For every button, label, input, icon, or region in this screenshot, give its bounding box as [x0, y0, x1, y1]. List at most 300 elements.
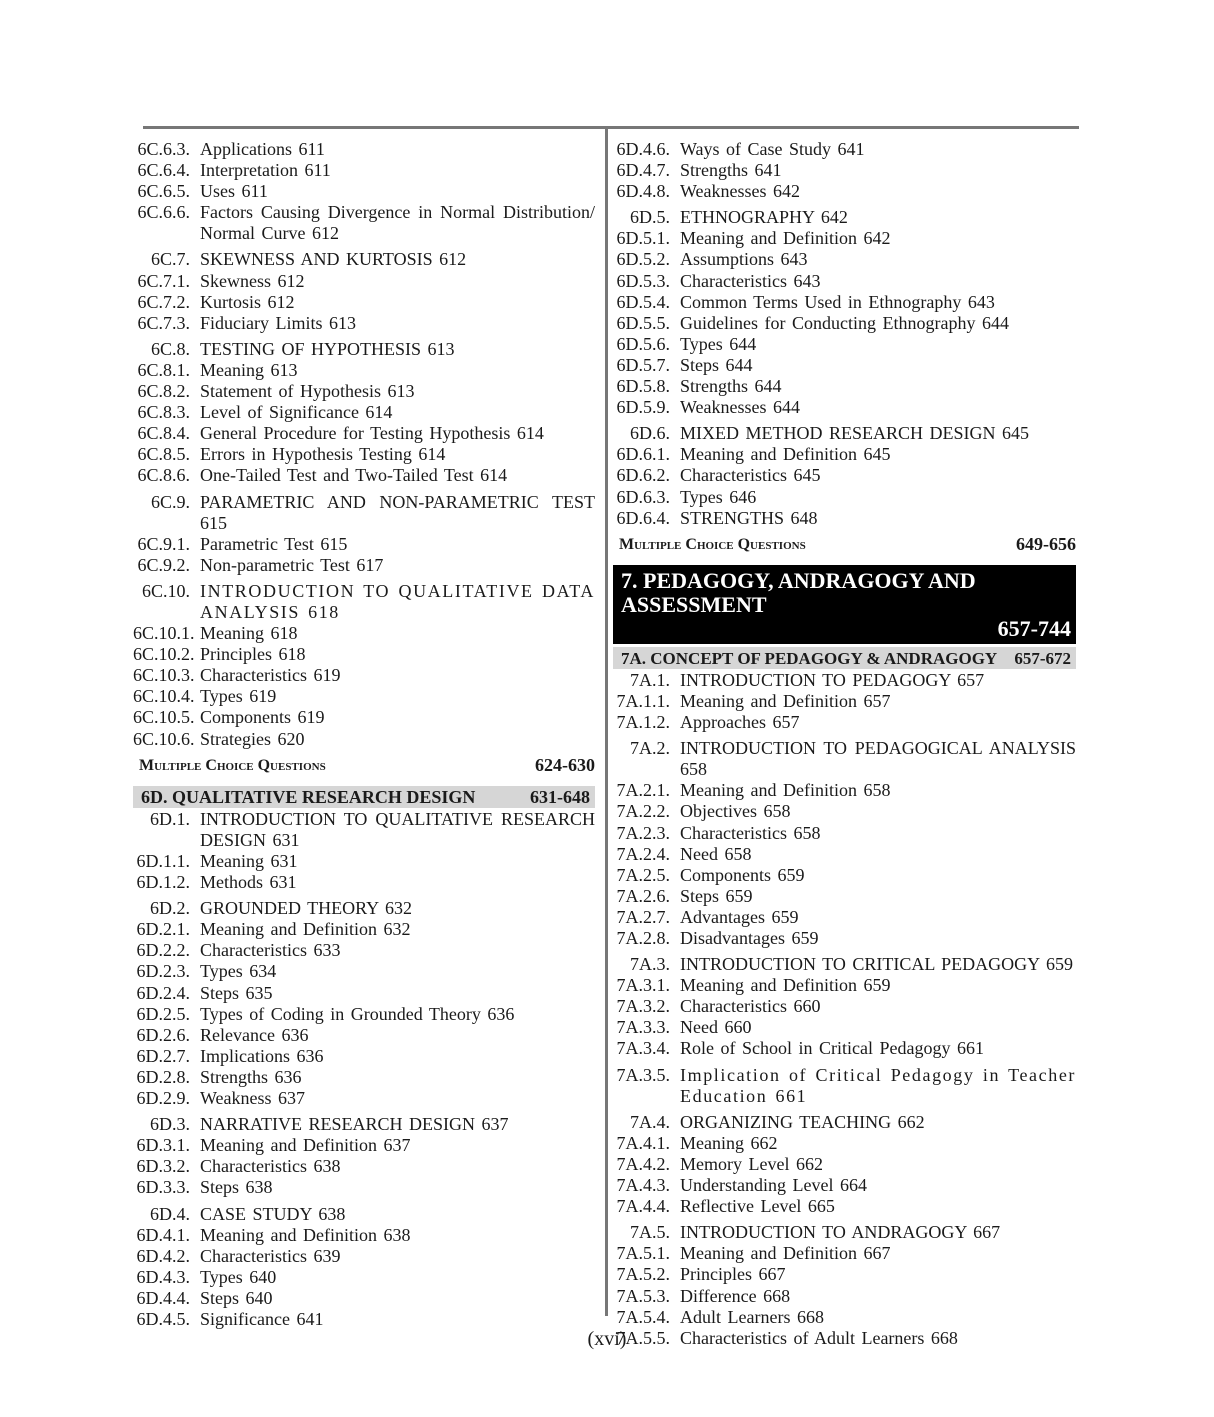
toc-entry-title: Strengths 636: [200, 1066, 302, 1087]
toc-entry-title: Non-parametric Test 617: [200, 554, 384, 575]
toc-entry-number: 7A.5.1.: [616, 1243, 670, 1264]
toc-entry-number: 7A.3.2.: [616, 996, 670, 1017]
toc-entry[interactable]: [133, 1267, 595, 1288]
toc-entry[interactable]: [133, 644, 595, 665]
toc-entry-title: Meaning and Definition 659: [680, 975, 891, 996]
toc-entry[interactable]: [613, 1154, 1076, 1175]
toc-entry-number: 6C.10.5.: [133, 707, 195, 728]
toc-entry-title: Kurtosis 612: [200, 291, 295, 312]
toc-entry-title: Memory Level 662: [680, 1153, 823, 1174]
toc-entry-title: Meaning 618: [200, 623, 298, 644]
chapter-pages: 657-744: [997, 615, 1071, 641]
toc-entry-number: 6D.5.4.: [616, 291, 670, 312]
toc-entry-number: 6D.6.1.: [616, 444, 670, 465]
toc-entry[interactable]: [133, 872, 595, 893]
toc-entry[interactable]: [133, 360, 595, 381]
toc-entry-number: 6D.5.5.: [616, 312, 670, 333]
toc-entry-title: Types 634: [200, 961, 277, 982]
toc-entry-number: 6D.2.9.: [136, 1088, 190, 1109]
toc-entry-title: Types 644: [680, 333, 757, 354]
section-pages: 631-648: [530, 786, 590, 807]
toc-entry-title: Ways of Case Study 641: [680, 139, 865, 159]
toc-entry-number: 7A.5.3.: [616, 1285, 670, 1306]
toc-entry-title: Types of Coding in Grounded Theory 636: [200, 1003, 515, 1024]
toc-entry[interactable]: [613, 801, 1076, 822]
toc-entry-number: 6D.2.6.: [136, 1024, 190, 1045]
toc-entry[interactable]: [613, 228, 1076, 249]
toc-entry-number: 6D.2.4.: [136, 982, 190, 1003]
column-divider: [605, 126, 608, 1316]
toc-entry-number: 6D.5.7.: [616, 354, 670, 375]
toc-entry[interactable]: [613, 1017, 1076, 1038]
toc-entry[interactable]: [613, 376, 1076, 397]
toc-entry-number: 7A.2.2.: [616, 801, 670, 822]
toc-entry-number: 7A.3.5.: [616, 1064, 670, 1085]
mcq-label: Multiple Choice Questions: [619, 535, 806, 553]
toc-entry[interactable]: [133, 1025, 595, 1046]
toc-entry-title: Applications 611: [200, 139, 325, 159]
toc-entry[interactable]: [613, 844, 1076, 865]
toc-entry-title: Principles 618: [200, 644, 306, 665]
toc-entry[interactable]: [613, 996, 1076, 1017]
toc-entry[interactable]: [613, 1222, 1076, 1243]
toc-entry-title: Relevance 636: [200, 1024, 309, 1045]
toc-entry-title: Meaning 631: [200, 851, 298, 871]
section-band[interactable]: [133, 786, 595, 808]
toc-entry[interactable]: [613, 423, 1076, 444]
chapter-heading[interactable]: [613, 565, 1076, 644]
toc-entry-title: Principles 667: [680, 1264, 786, 1285]
toc-entry-title: INTRODUCTION TO QUALITATIVE DATA ANALYSIS 618: [200, 580, 595, 622]
toc-entry-title: Weakness 637: [200, 1088, 306, 1109]
section-title: 6D. QUALITATIVE RESEARCH DESIGN: [141, 786, 476, 807]
toc-entry[interactable]: [133, 181, 595, 202]
toc-entry-number: 6C.10.3.: [133, 665, 195, 686]
toc-entry-title: Parametric Test 615: [200, 533, 348, 554]
toc-entry-title: One-Tailed Test and Two-Tailed Test 614: [200, 465, 508, 486]
toc-entry-number: 6C.9.2.: [137, 554, 190, 575]
toc-entry-number: 6D.6.4.: [616, 507, 670, 528]
toc-entry-title: ORGANIZING TEACHING 662: [680, 1111, 925, 1132]
toc-entry[interactable]: [133, 465, 595, 486]
toc-entry[interactable]: [133, 1288, 595, 1309]
toc-entry-number: 6C.10.6.: [133, 728, 195, 749]
toc-entry[interactable]: [613, 334, 1076, 355]
toc-entry[interactable]: [613, 823, 1076, 844]
toc-entry[interactable]: [613, 954, 1076, 975]
toc-entry-number: 7A.4.1.: [616, 1132, 670, 1153]
toc-entry-number: 6D.3.2.: [136, 1156, 190, 1177]
toc-entry-title: Steps 644: [680, 354, 753, 375]
toc-entry[interactable]: [133, 1088, 595, 1109]
toc-entry-number: 7A.3.: [630, 954, 670, 975]
toc-entry[interactable]: [613, 780, 1076, 801]
toc-entry-number: 6C.8.4.: [137, 423, 190, 444]
toc-entry-number: 7A.3.4.: [616, 1038, 670, 1059]
toc-entry-number: 6C.6.4.: [137, 160, 190, 181]
toc-entry-number: 7A.5.: [630, 1222, 670, 1243]
toc-entry[interactable]: [133, 271, 595, 292]
toc-entry-title: Meaning and Definition 638: [200, 1224, 411, 1245]
toc-entry[interactable]: [133, 898, 595, 919]
toc-entry[interactable]: [133, 623, 595, 644]
toc-entry-title: General Procedure for Testing Hypothesis 614: [200, 423, 544, 444]
mcq-label: Multiple Choice Questions: [139, 756, 326, 774]
toc-entry-title: PARAMETRIC AND NON-PARAMETRIC TEST 615: [200, 491, 595, 533]
toc-entry-title: Approaches 657: [680, 712, 800, 733]
toc-entry[interactable]: [613, 670, 1076, 691]
toc-entry-number: 7A.2.1.: [616, 780, 670, 801]
toc-entry-title: Significance 641: [200, 1308, 324, 1329]
toc-entry-title: Assumptions 643: [680, 249, 808, 270]
section-pages: 657-672: [1014, 648, 1071, 668]
toc-entry[interactable]: [133, 313, 595, 334]
toc-entry[interactable]: [133, 160, 595, 181]
toc-entry-number: 7A.2.6.: [616, 885, 670, 906]
toc-entry-number: 6C.6.6.: [137, 202, 190, 223]
toc-entry[interactable]: [613, 181, 1076, 202]
toc-entry-title: Components 619: [200, 707, 325, 728]
toc-entry-title: Meaning and Definition 658: [680, 780, 891, 801]
toc-entry[interactable]: [133, 809, 595, 851]
toc-entry-number: 7A.3.3.: [616, 1017, 670, 1038]
toc-entry[interactable]: [613, 1112, 1076, 1133]
toc-entry-number: 7A.1.1.: [616, 690, 670, 711]
toc-entry-number: 7A.1.: [630, 669, 670, 690]
toc-entry-title: Need 658: [680, 843, 752, 864]
toc-entry-number: 7A.5.4.: [616, 1306, 670, 1327]
toc-entry-title: Need 660: [680, 1017, 752, 1038]
toc-entry[interactable]: [133, 339, 595, 360]
toc-left-column: [133, 139, 595, 1330]
toc-entry-number: 6C.7.1.: [137, 270, 190, 291]
toc-entry-title: GROUNDED THEORY 632: [200, 898, 413, 919]
toc-entry-title: Characteristics 619: [200, 665, 341, 686]
toc-entry-number: 6C.6.3.: [137, 139, 190, 159]
toc-entry-title: Reflective Level 665: [680, 1196, 835, 1217]
toc-entry-title: Steps 640: [200, 1287, 273, 1308]
page-number: (xvi): [587, 1328, 627, 1350]
toc-entry[interactable]: [613, 1286, 1076, 1307]
toc-entry[interactable]: [133, 1246, 595, 1267]
top-rule: [143, 126, 1079, 129]
toc-entry-number: 7A.2.: [630, 738, 670, 759]
toc-entry-number: 7A.4.: [630, 1111, 670, 1132]
toc-entry[interactable]: [613, 355, 1076, 376]
toc-entry[interactable]: [133, 983, 595, 1004]
toc-entry-title: Fiduciary Limits 613: [200, 312, 356, 333]
toc-entry[interactable]: [133, 729, 595, 750]
toc-entry[interactable]: [613, 691, 1076, 712]
toc-entry[interactable]: [613, 397, 1076, 418]
toc-entry[interactable]: [133, 249, 595, 270]
toc-entry-number: 7A.5.5.: [616, 1327, 670, 1348]
toc-entry[interactable]: [613, 886, 1076, 907]
toc-entry-number: 6C.8.2.: [137, 381, 190, 402]
toc-entry[interactable]: [613, 1133, 1076, 1154]
toc-entry-title: Meaning and Definition 645: [680, 444, 891, 465]
toc-entry-title: Methods 631: [200, 872, 297, 893]
toc-entry-number: 6D.6.: [630, 423, 670, 444]
toc-entry[interactable]: [133, 555, 595, 576]
toc-entry-number: 6D.4.4.: [136, 1287, 190, 1308]
toc-entry-number: 6D.5.9.: [616, 397, 670, 418]
toc-entry-title: Common Terms Used in Ethnography 643: [680, 291, 995, 312]
toc-entry-title: Weaknesses 642: [680, 181, 801, 202]
toc-entry[interactable]: [613, 1243, 1076, 1264]
toc-entry-number: 6C.9.: [150, 491, 190, 512]
toc-entry-number: 7A.3.1.: [616, 975, 670, 996]
toc-entry-title: Factors Causing Divergence in Normal Distribution/ Normal Curve 612: [200, 202, 595, 244]
toc-entry[interactable]: [133, 1067, 595, 1088]
toc-entry-number: 6D.3.: [150, 1114, 190, 1135]
toc-entry[interactable]: [133, 402, 595, 423]
toc-entry-title: Objectives 658: [680, 801, 791, 822]
toc-entry-title: Steps 635: [200, 982, 273, 1003]
toc-entry-title: ETHNOGRAPHY 642: [680, 207, 848, 228]
toc-entry-title: Meaning and Definition 667: [680, 1243, 891, 1264]
toc-entry-number: 6C.8.3.: [137, 402, 190, 423]
toc-entry-title: Types 619: [200, 686, 277, 707]
toc-entry-number: 6D.4.8.: [616, 181, 670, 202]
toc-entry[interactable]: [133, 1135, 595, 1156]
toc-entry-title: Strengths 641: [680, 160, 782, 181]
toc-entry[interactable]: [133, 444, 595, 465]
toc-entry[interactable]: [133, 492, 595, 534]
toc-entry-title: Characteristics 645: [680, 465, 821, 486]
toc-entry[interactable]: [613, 292, 1076, 313]
toc-entry[interactable]: [613, 160, 1076, 181]
toc-entry-title: Types 640: [200, 1266, 277, 1287]
toc-entry-title: Weaknesses 644: [680, 397, 801, 418]
toc-entry-number: 7A.2.8.: [616, 928, 670, 948]
toc-entry[interactable]: [613, 712, 1076, 733]
toc-entry[interactable]: [133, 1204, 595, 1225]
toc-entry-title: Types 646: [680, 486, 757, 507]
toc-entry[interactable]: [133, 940, 595, 961]
toc-entry-number: 6C.8.6.: [137, 465, 190, 486]
toc-entry-title: Characteristics 638: [200, 1156, 341, 1177]
toc-entry-title: Meaning and Definition 642: [680, 228, 891, 249]
toc-entry-number: 6C.8.: [150, 338, 190, 359]
toc-entry-title: Characteristics 633: [200, 940, 341, 961]
toc-entry-number: 6D.3.1.: [136, 1135, 190, 1156]
toc-entry-title: Level of Significance 614: [200, 402, 393, 423]
toc-entry[interactable]: [133, 1309, 595, 1330]
toc-entry-title: Role of School in Critical Pedagogy 661: [680, 1038, 984, 1059]
toc-entry-title: Characteristics of Adult Learners 668: [680, 1327, 958, 1348]
toc-entry-number: 6D.2.8.: [136, 1066, 190, 1087]
toc-entry-title: Steps 659: [680, 885, 753, 906]
toc-entry[interactable]: [133, 139, 595, 160]
toc-entry-title: Skewness 612: [200, 270, 305, 291]
toc-entry[interactable]: [613, 313, 1076, 334]
toc-entry-title: Meaning 662: [680, 1132, 778, 1153]
toc-entry-number: 6D.2.5.: [136, 1003, 190, 1024]
toc-entry-title: Implications 636: [200, 1045, 324, 1066]
toc-entry[interactable]: [133, 1004, 595, 1025]
toc-entry-title: INTRODUCTION TO CRITICAL PEDAGOGY 659: [680, 954, 1073, 975]
toc-entry-number: 6D.4.2.: [136, 1245, 190, 1266]
toc-entry-title: Interpretation 611: [200, 160, 331, 181]
toc-entry[interactable]: [613, 738, 1076, 780]
toc-entry-number: 6D.2.: [150, 898, 190, 919]
toc-entry-number: 6D.2.7.: [136, 1045, 190, 1066]
toc-entry[interactable]: [613, 487, 1076, 508]
toc-entry-number: 6D.5.6.: [616, 333, 670, 354]
toc-entry-number: 6C.9.1.: [137, 533, 190, 554]
toc-entry[interactable]: [613, 1065, 1076, 1107]
toc-entry-number: 6D.6.3.: [616, 486, 670, 507]
toc-entry[interactable]: [133, 1114, 595, 1135]
toc-entry-number: 6D.1.1.: [136, 851, 190, 871]
toc-entry-number: 7A.5.2.: [616, 1264, 670, 1285]
toc-entry-number: 6D.2.1.: [136, 919, 190, 940]
toc-entry[interactable]: [613, 1038, 1076, 1059]
toc-entry-number: 6D.1.2.: [136, 872, 190, 893]
toc-entry[interactable]: [613, 1264, 1076, 1285]
toc-entry-title: Disadvantages 659: [680, 928, 819, 948]
toc-entry[interactable]: [133, 919, 595, 940]
toc-entry[interactable]: [613, 207, 1076, 228]
toc-entry-number: 7A.2.3.: [616, 822, 670, 843]
toc-entry-number: 6D.4.1.: [136, 1224, 190, 1245]
toc-entry-number: 6C.8.5.: [137, 444, 190, 465]
toc-entry-title: Characteristics 660: [680, 996, 821, 1017]
toc-entry[interactable]: [133, 1156, 595, 1177]
toc-entry[interactable]: [613, 1175, 1076, 1196]
toc-entry-number: 7A.4.3.: [616, 1175, 670, 1196]
toc-entry-title: Components 659: [680, 864, 805, 885]
toc-entry[interactable]: [613, 928, 1076, 949]
toc-entry-number: 6D.6.2.: [616, 465, 670, 486]
chapter-title: 7. PEDAGOGY, ANDRAGOGY AND ASSESSMENT: [621, 567, 976, 617]
toc-entry[interactable]: [133, 202, 595, 244]
toc-entry[interactable]: [613, 271, 1076, 292]
toc-entry-title: SKEWNESS AND KURTOSIS 612: [200, 249, 467, 270]
mcq-pages: 649-656: [1016, 533, 1076, 554]
toc-entry-title: Understanding Level 664: [680, 1175, 867, 1196]
toc-entry-number: 6D.4.5.: [136, 1308, 190, 1329]
toc-entry-title: Statement of Hypothesis 613: [200, 381, 415, 402]
toc-entry[interactable]: [133, 292, 595, 313]
toc-entry-title: Guidelines for Conducting Ethnography 644: [680, 312, 1009, 333]
toc-entry[interactable]: [613, 907, 1076, 928]
toc-entry-number: 6D.1.: [150, 808, 190, 829]
toc-entry-title: Meaning 613: [200, 359, 298, 380]
toc-entry-number: 6C.10.1.: [133, 623, 195, 644]
toc-entry-title: Characteristics 643: [680, 270, 821, 291]
toc-entry-title: Advantages 659: [680, 906, 799, 927]
toc-entry-title: Uses 611: [200, 181, 268, 202]
mcq-entry[interactable]: [133, 755, 595, 776]
toc-entry-title: MIXED METHOD RESEARCH DESIGN 645: [680, 423, 1029, 444]
toc-entry-title: Strengths 644: [680, 376, 782, 397]
toc-entry-number: 7A.2.4.: [616, 843, 670, 864]
toc-entry-title: INTRODUCTION TO PEDAGOGICAL ANALYSIS 658: [680, 738, 1076, 780]
toc-entry[interactable]: [133, 1177, 595, 1198]
toc-entry[interactable]: [133, 581, 595, 623]
toc-entry[interactable]: [613, 508, 1076, 529]
toc-entry-number: 7A.4.4.: [616, 1196, 670, 1217]
toc-entry[interactable]: [613, 465, 1076, 486]
toc-entry[interactable]: [613, 249, 1076, 270]
toc-entry[interactable]: [133, 534, 595, 555]
toc-entry-number: 6D.4.: [150, 1203, 190, 1224]
toc-entry-number: 6C.10.2.: [133, 644, 195, 665]
toc-entry[interactable]: [613, 1196, 1076, 1217]
toc-entry-title: INTRODUCTION TO QUALITATIVE RESEARCH DESIGN 631: [200, 808, 595, 850]
toc-entry[interactable]: [133, 665, 595, 686]
toc-entry[interactable]: [133, 961, 595, 982]
mcq-pages: 624-630: [535, 754, 595, 775]
toc-entry-title: Adult Learners 668: [680, 1306, 824, 1327]
toc-entry-number: 6D.5.: [630, 207, 670, 228]
toc-entry-title: Characteristics 639: [200, 1245, 341, 1266]
toc-entry-title: Meaning and Definition 657: [680, 690, 891, 711]
toc-entry-title: INTRODUCTION TO ANDRAGOGY 667: [680, 1222, 1001, 1243]
toc-entry-number: 6C.7.2.: [137, 291, 190, 312]
toc-entry[interactable]: [133, 851, 595, 872]
toc-right-column: [613, 139, 1076, 1349]
toc-entry-number: 6D.4.3.: [136, 1266, 190, 1287]
toc-entry[interactable]: [133, 1225, 595, 1246]
toc-entry-number: 6D.3.3.: [136, 1177, 190, 1198]
toc-entry[interactable]: [133, 423, 595, 444]
toc-entry[interactable]: [613, 1307, 1076, 1328]
toc-entry-title: Strategies 620: [200, 728, 305, 749]
toc-entry-number: 7A.2.5.: [616, 864, 670, 885]
toc-entry-number: 7A.2.7.: [616, 906, 670, 927]
toc-entry[interactable]: [133, 381, 595, 402]
toc-entry-number: 6D.2.3.: [136, 961, 190, 982]
toc-entry[interactable]: [613, 975, 1076, 996]
toc-entry-title: Meaning and Definition 637: [200, 1135, 411, 1156]
toc-entry-title: Difference 668: [680, 1285, 791, 1306]
toc-entry-title: TESTING OF HYPOTHESIS 613: [200, 338, 455, 359]
toc-entry-title: Steps 638: [200, 1177, 273, 1198]
toc-entry-number: 6D.4.6.: [616, 139, 670, 159]
toc-entry-number: 6D.5.3.: [616, 270, 670, 291]
toc-entry-number: 7A.1.2.: [616, 712, 670, 733]
toc-entry-number: 6C.10.: [141, 580, 190, 601]
toc-entry-number: 6C.7.3.: [137, 312, 190, 333]
toc-entry-title: INTRODUCTION TO PEDAGOGY 657: [680, 669, 985, 690]
toc-entry-title: Implication of Critical Pedagogy in Teacher Education 661: [680, 1064, 1076, 1106]
toc-entry-title: Meaning and Definition 632: [200, 919, 411, 940]
toc-entry-number: 6D.4.7.: [616, 160, 670, 181]
toc-entry-number: 6C.6.5.: [137, 181, 190, 202]
toc-entry-number: 6C.7.: [150, 249, 190, 270]
toc-entry[interactable]: [133, 1046, 595, 1067]
toc-entry[interactable]: [133, 707, 595, 728]
toc-entry[interactable]: [613, 865, 1076, 886]
toc-entry-number: 6D.2.2.: [136, 940, 190, 961]
toc-entry-title: CASE STUDY 638: [200, 1203, 346, 1224]
toc-entry-number: 6C.10.4.: [133, 686, 195, 707]
toc-entry-title: STRENGTHS 648: [680, 507, 818, 528]
toc-entry-title: Characteristics 658: [680, 822, 821, 843]
toc-entry[interactable]: [133, 686, 595, 707]
toc-entry[interactable]: [613, 139, 1076, 160]
mcq-entry[interactable]: [613, 534, 1076, 555]
toc-entry-title: Errors in Hypothesis Testing 614: [200, 444, 446, 465]
section-band[interactable]: [613, 647, 1076, 669]
toc-entry-number: 7A.4.2.: [616, 1153, 670, 1174]
toc-entry[interactable]: [613, 444, 1076, 465]
toc-entry-title: NARRATIVE RESEARCH DESIGN 637: [200, 1114, 509, 1135]
toc-entry-number: 6D.5.8.: [616, 376, 670, 397]
